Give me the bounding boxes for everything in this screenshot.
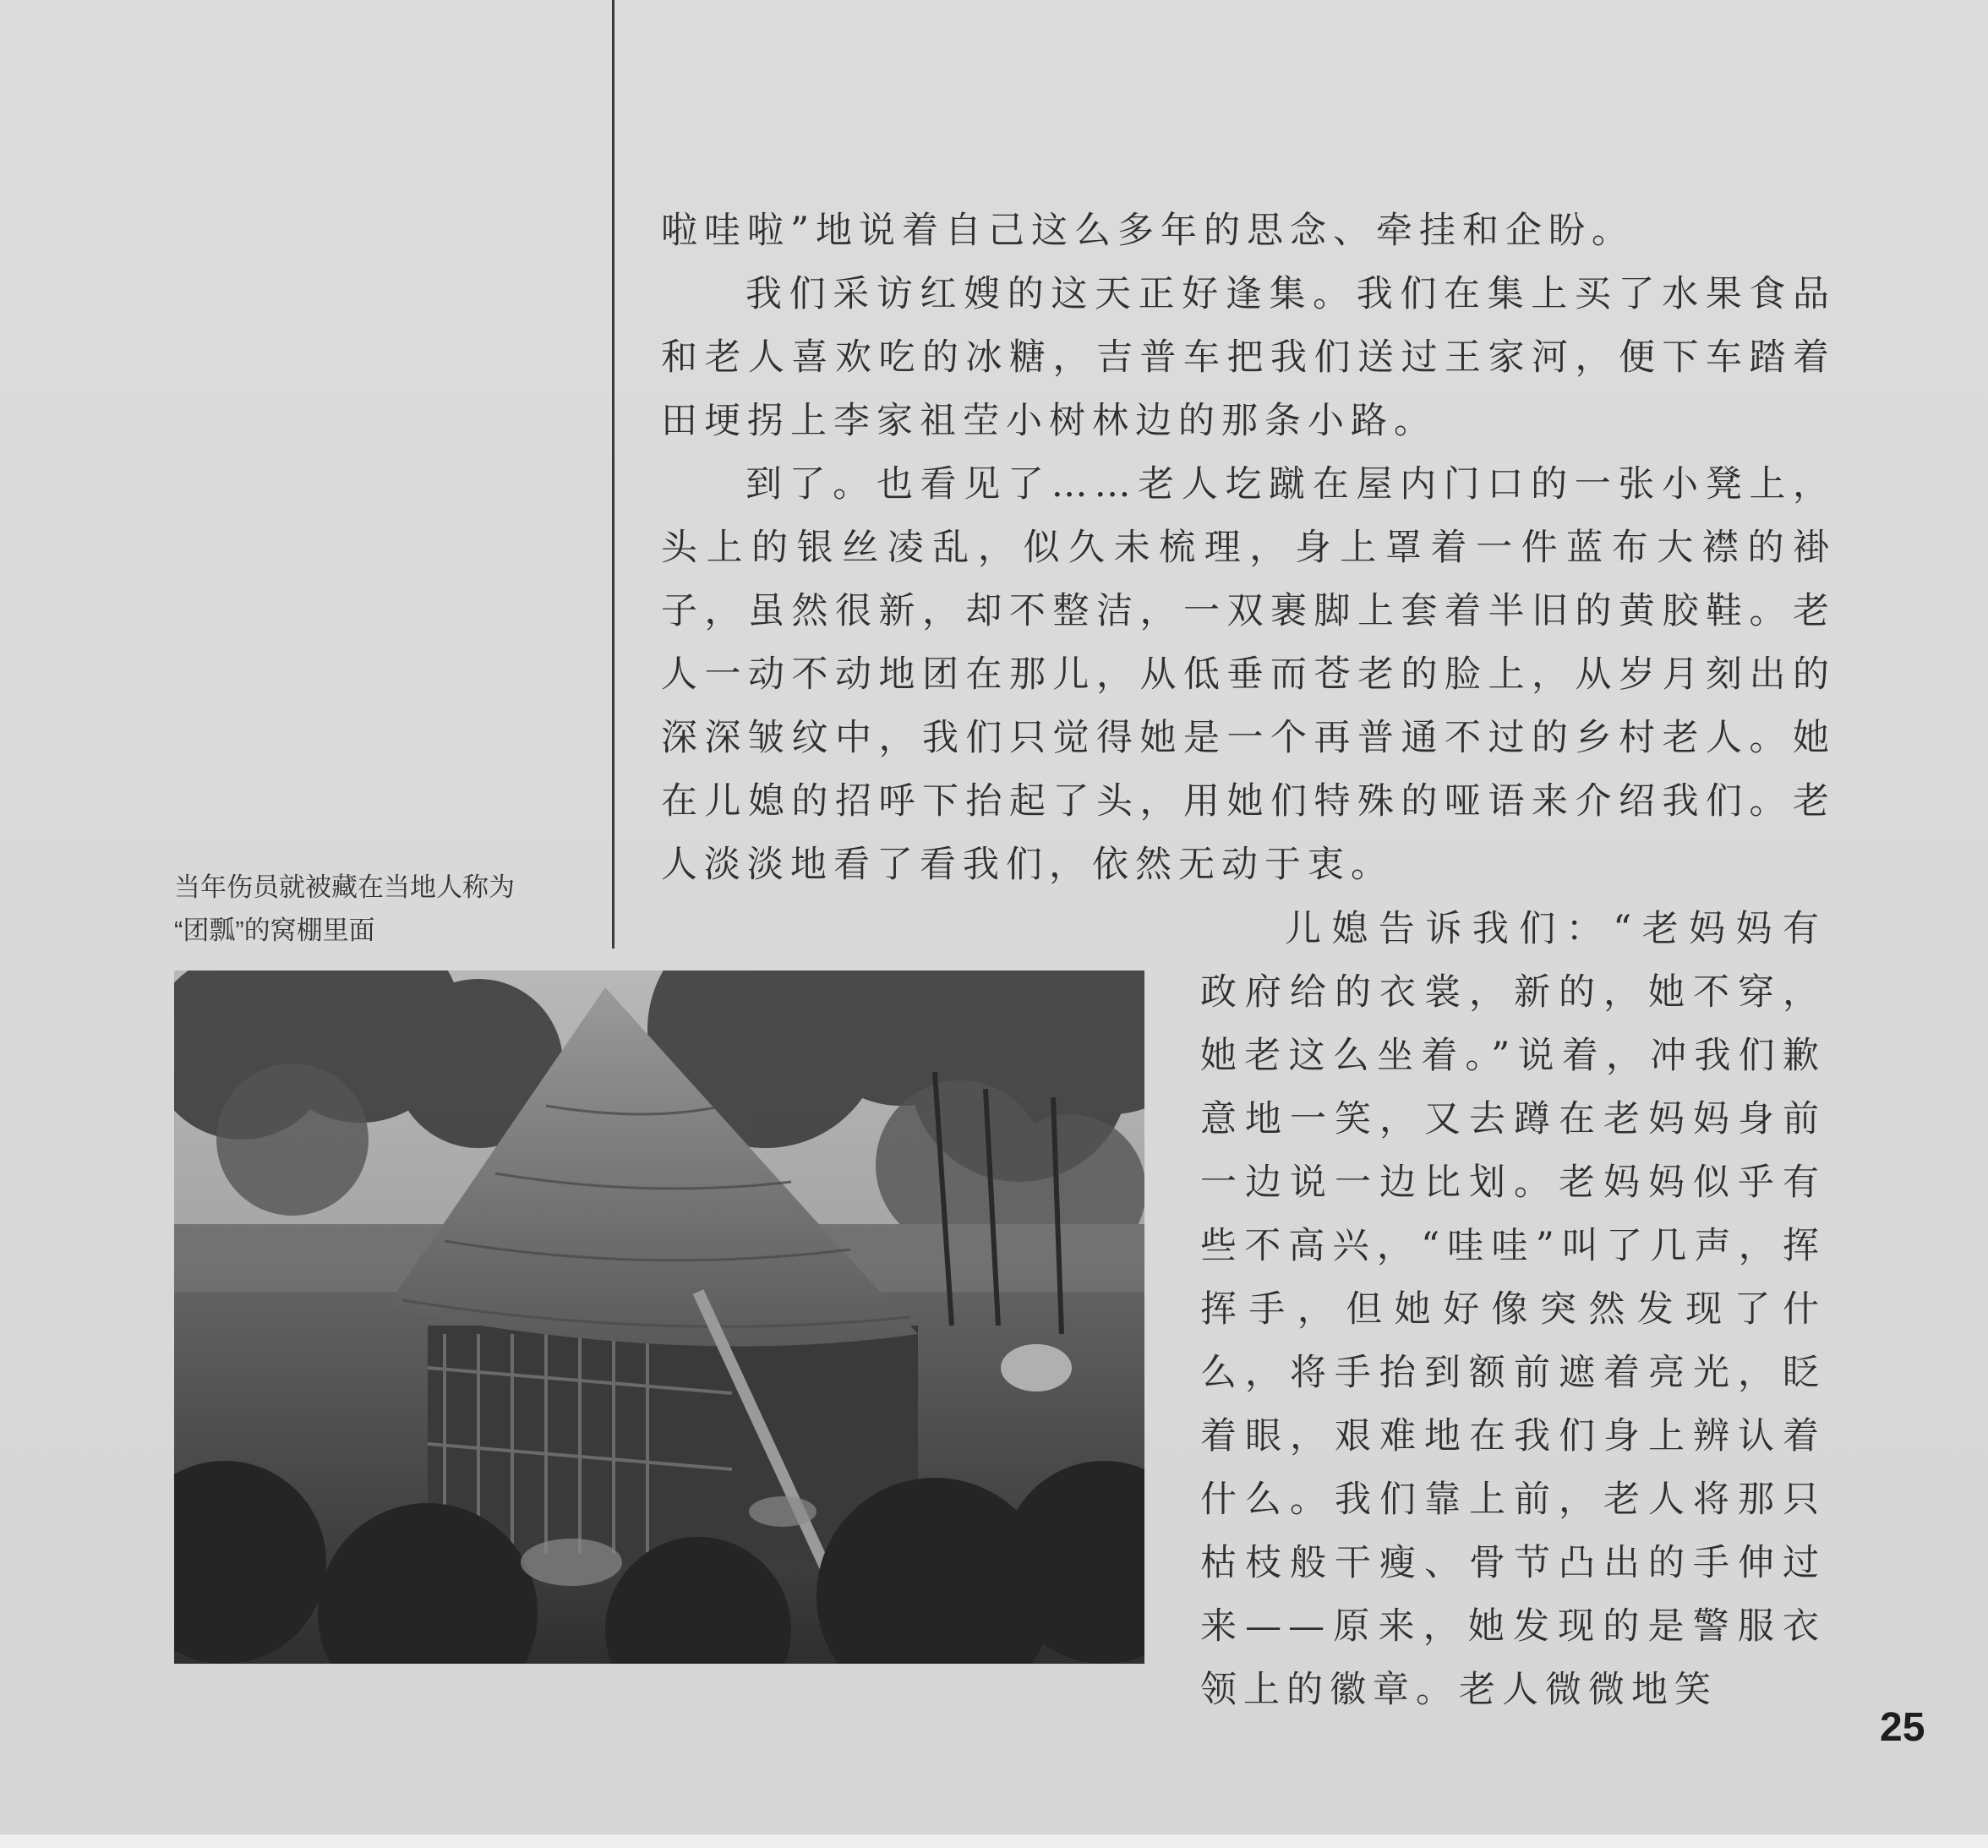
photo-caption — [174, 866, 554, 952]
page-number: 25 — [1880, 1705, 1925, 1750]
photo-caption-line-2: “团瓢”的窝棚里面 — [174, 916, 375, 945]
article-paragraph-1: 啦哇啦”地说着自己这么多年的思念、牵挂和企盼。 — [661, 210, 1635, 252]
page-bottom-edge — [0, 1834, 1988, 1848]
column-divider — [612, 0, 614, 949]
article-paragraph-3: 到了。也看见了……老人圪蹴在屋内门口的一张小凳上，头上的银丝凌乱，似久未梳理，身上罩着一件蓝布大襟的褂子，虽然很新，却不整洁，一双裹脚上套着半旧的黄胶鞋。老人一动不动地团在那儿，从低垂而苍老的脸上，从岁月刻出的深深皱纹中，我们只觉得她是一个再普通不过的乡村老人。她在儿媳的招呼下抬起了头，用她们特殊的哑语来介绍我们。老人淡淡地看了看我们，依然无动于衷。 — [661, 463, 1836, 886]
hut-photo — [174, 970, 1144, 1664]
thatched-hut-illustration — [174, 970, 1144, 1664]
article-paragraph-2: 我们采访红嫂的这天正好逢集。我们在集上买了水果食品和老人喜欢吃的冰糖，吉普车把我们送过王家河，便下车踏着田埂拐上李家祖茔小树林边的那条小路。 — [661, 273, 1836, 442]
article-paragraph-4: 儿媳告诉我们：“老妈妈有政府给的衣裳，新的，她不穿，她老这么坐着。”说着，冲我们歉意地一笑，又去蹲在老妈妈身前一边说一边比划。老妈妈似乎有些不高兴，“哇哇”叫了几声，挥挥手，但她好像突然发现了什么，将手抬到额前遮着亮光，眨着眼，艰难地在我们身上辨认着什么。我们靠上前，老人将那只枯枝般干瘦、骨节凸出的手伸过来——原来，她发现的是警服衣领上的徽章。老人微微地笑 — [1200, 908, 1826, 1711]
photo-caption-line-1: 当年伤员就被藏在当地人称为 — [174, 872, 515, 902]
